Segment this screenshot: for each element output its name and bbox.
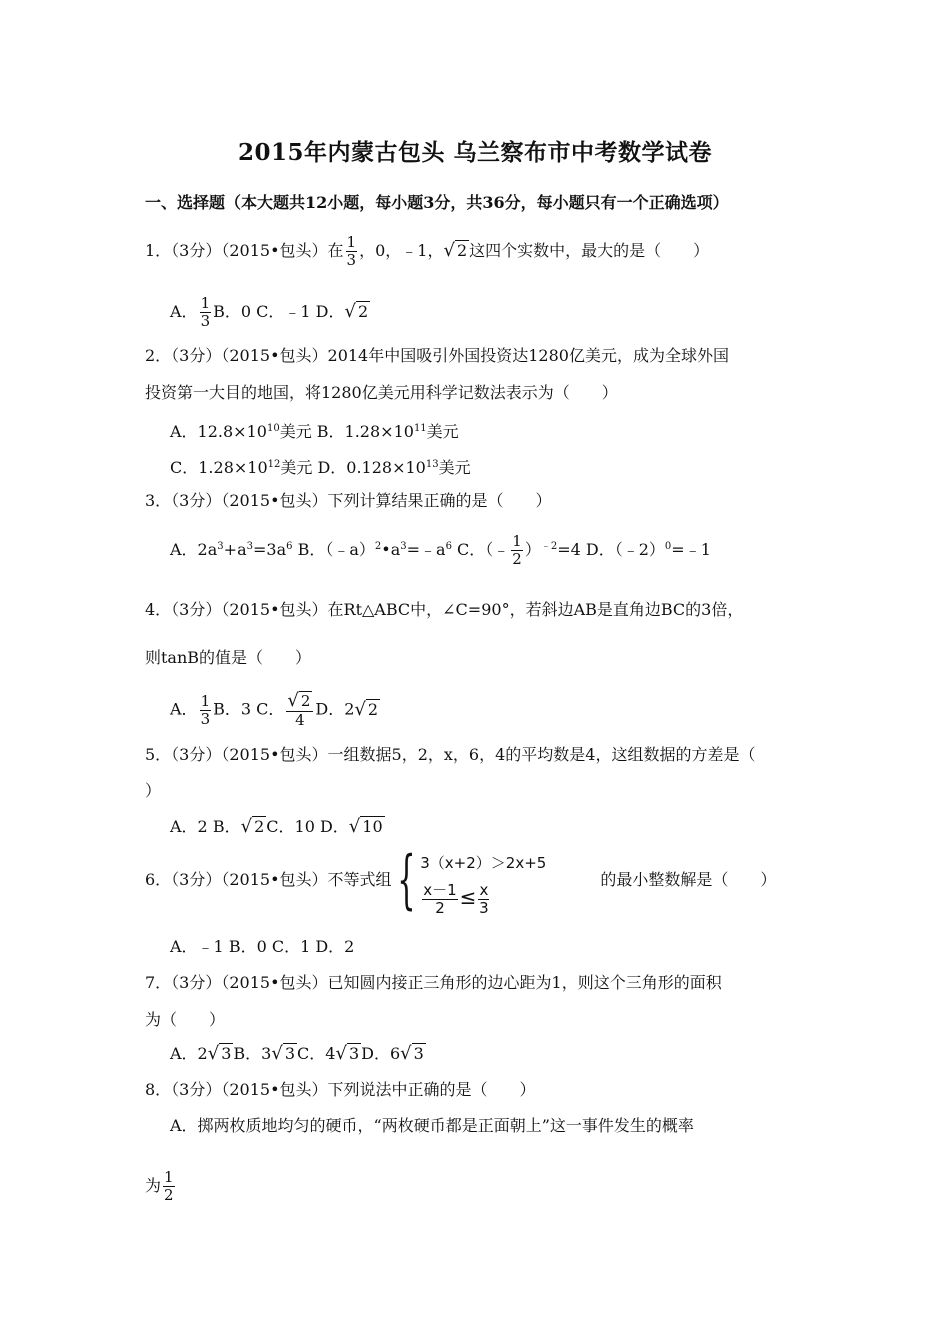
fraction: $\frac{1}{2}$ [164,1168,174,1204]
question-4-line-1: 4．（3分）（2015•包头）在Rt△ABC中，∠C=90°，若斜边AB是直角边BC的3倍， [145,600,744,619]
question-2-options-cd: C．$1.28\times 10^{12}$美元 D．$0.128\times 10^{13}$美元 [170,458,471,477]
sqrt-expression: √ 2 [344,301,369,322]
question-8: 8．（3分）（2015•包头）下列说法中正确的是（ ） [145,1080,536,1099]
question-5-line-2: ） [145,781,162,800]
question-1: 1．（3分）（2015•包头）在 $\frac{1}{3}$ ，0，﹣1，√ 2 这四个实数中，最大的是（ ） [145,233,710,269]
section-heading: 一、选择题（本大题共12小题，每小题3分，共36分，每小题只有一个正确选项） [145,193,729,212]
fraction: $\frac{1}{3}$ [346,233,357,269]
question-7-line-2: 为（ ） [145,1010,226,1029]
page-title: 2015年内蒙古包头 乌兰察布市中考数学试卷 [237,139,713,166]
fraction: $\frac{√ 2}{4}$ [286,692,313,728]
question-2-line-2: 投资第一大目的地国，将1280亿美元用科学记数法表示为（ ） [145,383,618,402]
question-3: 3．（3分）（2015•包头）下列计算结果正确的是（ ） [145,491,552,510]
question-3-options: A．$2a^3+a^3=3a^6$ B．$(﹣a)^2•a^3=﹣a^6$ C．（﹣ $\frac{1}{2}$ ）$^{﹣2}$=4 D．（﹣2）$^0$=﹣1 [170,532,711,568]
fraction: $\frac{1}{3}$ [200,691,211,728]
question-1-options: A． $\frac{1}{3}$ B．0 C．﹣1 D．√ 2 [170,294,369,330]
question-5-line-1: 5．（3分）（2015•包头）一组数据5，2，x，6，4的平均数是4，这组数据的方差是（ [145,745,756,764]
question-2-options-ab: A．$12.8\times 10^{10}$美元 B．$1.28\times 10^{11}$美元 [170,422,459,441]
brace-symbol: { [396,843,416,917]
sqrt-expression: √ 2 [354,698,379,720]
sqrt-expression: √ 10 [348,816,383,837]
question-7-line-1: 7．（3分）（2015•包头）已知圆内接正三角形的边心距为1，则这个三角形的面积 [145,973,722,992]
fraction: $\frac{1}{2}$ [512,532,522,568]
question-7-options: A．2√ 3 B．3√ 3 C．4√ 3 D．6√ 3 [170,1043,424,1064]
sqrt-expression: √ 2 [443,240,468,261]
question-2-line-1: 2．（3分）（2015•包头）2014年中国吸引外国投资达1280亿美元，成为全球外国 [145,346,729,365]
fraction: $\frac{1}{3}$ [200,294,211,330]
question-6: 6．（3分）（2015•包头）不等式组{ 3（x+2）＞2x+5 $\frac{x-1}{2}$ ≤ $\frac{x}{3}$ 的最小整数解是（ ） [145,843,777,917]
question-4-options: A． $\frac{1}{3}$ B．3 C． $\frac{√ 2}{4}$ D．2√ 2 [170,690,379,729]
question-8-option-a-cont: 为 $\frac{1}{2}$ [145,1168,174,1204]
sqrt-expression: √ 2 [240,816,265,837]
inequality-system: 3（x+2）＞2x+5 $\frac{x-1}{2}$ ≤ $\frac{x}{3}$ [420,854,547,917]
question-4-line-2: 则tanB的值是（ ） [145,648,312,667]
question-5-options: A．2 B．√ 2 C．10 D．√ 10 [170,816,383,837]
question-8-option-a: A．掷两枚质地均匀的硬币，“两枚硬币都是正面朝上”这一事件发生的概率 [170,1116,694,1135]
question-6-options: A．﹣1 B．0 C．1 D．2 [170,937,355,956]
